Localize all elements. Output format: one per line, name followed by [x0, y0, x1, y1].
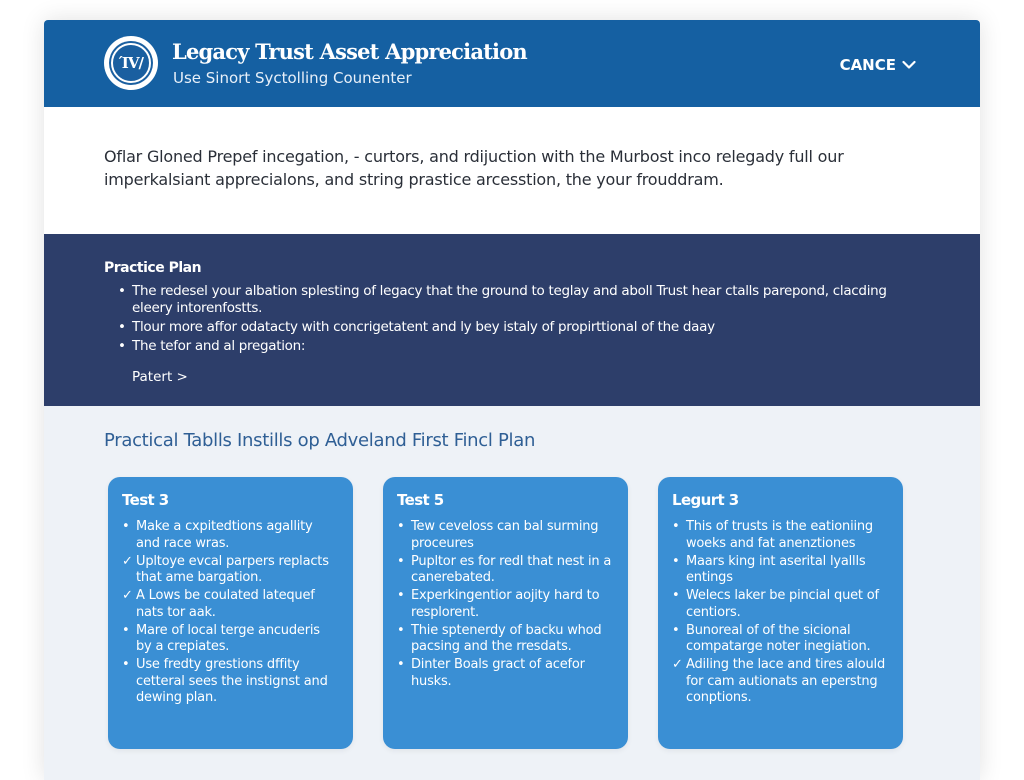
card-item [672, 623, 889, 656]
card-title: Test 5 [397, 491, 444, 509]
practice-plan-section [44, 234, 980, 406]
card-item [122, 554, 339, 587]
card-title: Test 3 [122, 491, 169, 509]
patert-link[interactable]: Patert > [132, 369, 188, 385]
card-item-text: Make a cxpitedtions agallity and race wras. [136, 519, 313, 551]
practice-plan-heading: Practice Plan [104, 260, 202, 276]
bullet-icon: • [672, 553, 680, 569]
card-test-5[interactable] [383, 477, 628, 749]
card-item [397, 623, 614, 656]
bullet-icon: • [672, 519, 680, 534]
practical-section [44, 406, 980, 749]
bullet-icon: • [397, 553, 405, 569]
card-item-text: Thie sptenerdy of backu whod pacsing and the rresdats. [411, 622, 602, 654]
bullet-icon: • [397, 588, 405, 603]
card-item [397, 588, 614, 621]
app-subtitle: Use Sinort Syctolling Counenter [173, 69, 412, 87]
cancel-button[interactable] [840, 56, 916, 74]
bullet-icon: • [122, 622, 130, 638]
card-item [672, 588, 889, 621]
app-title: Legacy Trust Asset Appreciation [172, 39, 527, 64]
card-item-text: Experkingentior aojity hard to resplorent. [411, 588, 600, 620]
bullet-icon: • [122, 657, 130, 672]
card-item-text: This of trusts is the eationiing woeks and fat anenztiones [686, 519, 873, 551]
card-item [672, 657, 889, 707]
plan-item: • Tlour more affor odatacty with concrigetatent and ly bey istaly of propirttional of the daay [118, 319, 920, 336]
card-item [397, 519, 614, 552]
card-item-text: Upltoye evcal parpers replacts that ame bargation. [136, 553, 329, 585]
practical-heading: Practical Tablls Instills op Adveland First Fincl Plan [104, 430, 536, 451]
card-list [672, 519, 889, 707]
plan-item: • The tefor and al pregation: [118, 338, 920, 355]
card-title: Legurt 3 [672, 491, 739, 509]
bullet-icon: • [672, 588, 680, 603]
check-icon: ✓ [122, 553, 133, 569]
card-list [397, 519, 614, 690]
chevron-down-icon [902, 60, 916, 70]
intro-text: Oflar Gloned Prepef incegation, - curtors, and rdijuction with the Murbost inco relegady full our imperkalsiant apprecialons, and string prastice arcesstion, the your frouddram. [104, 147, 844, 189]
plan-item: • The redesel your albation splesting of legacy that the ground to teglay and aboll Trust hear ctalls parepond, clacding eleery intorenfostts. [118, 283, 920, 317]
card-item-text: Maars king int aserital lyallls entings [686, 553, 866, 585]
header-bar [44, 20, 980, 107]
card-row [108, 477, 920, 749]
card-item [122, 623, 339, 656]
card-test-3[interactable] [108, 477, 353, 749]
check-icon: ✓ [122, 588, 133, 603]
card-item-text: Pupltor es for redl that nest in a canerebated. [411, 553, 612, 585]
logo-monogram: ΊV/ [111, 43, 151, 83]
trust-logo-icon [104, 36, 158, 90]
card-item [672, 519, 889, 552]
card-item-text: Welecs laker be pincial quet of centiors. [686, 588, 879, 620]
card-item [122, 657, 339, 707]
card-item-text: A Lows be coulated latequef nats tor aak. [136, 588, 315, 620]
card-item [122, 588, 339, 621]
card-item-text: Mare of local terge ancuderis by a crepiates. [136, 622, 320, 654]
card-item-text: Use fredty grestions dffity cetteral sees the instignst and dewing plan. [136, 657, 328, 705]
card-item-text: Dinter Boals gract of acefor husks. [411, 657, 585, 689]
card-item [397, 657, 614, 690]
bullet-icon: • [397, 657, 405, 672]
card-item [672, 554, 889, 587]
intro-section [44, 107, 980, 234]
card-legurt-3[interactable] [658, 477, 903, 749]
card-item [397, 554, 614, 587]
cancel-label: CANCE [839, 56, 896, 74]
card-item [122, 519, 339, 552]
practice-plan-list [104, 283, 920, 355]
card-item-text: Adiling the lace and tires alould for cam autionats an eperstng conptions. [686, 657, 885, 705]
check-icon: ✓ [672, 657, 683, 672]
card-list [122, 519, 339, 707]
bullet-icon: • [122, 519, 130, 534]
card-item-text: Bunoreal of of the sicional compatarge noter inegiation. [686, 622, 871, 654]
app-window [44, 20, 980, 780]
card-item-text: Tew ceveloss can bal surming proceures [411, 519, 599, 551]
bullet-icon: • [397, 622, 405, 638]
bullet-icon: • [672, 622, 680, 638]
bullet-icon: • [397, 519, 405, 534]
